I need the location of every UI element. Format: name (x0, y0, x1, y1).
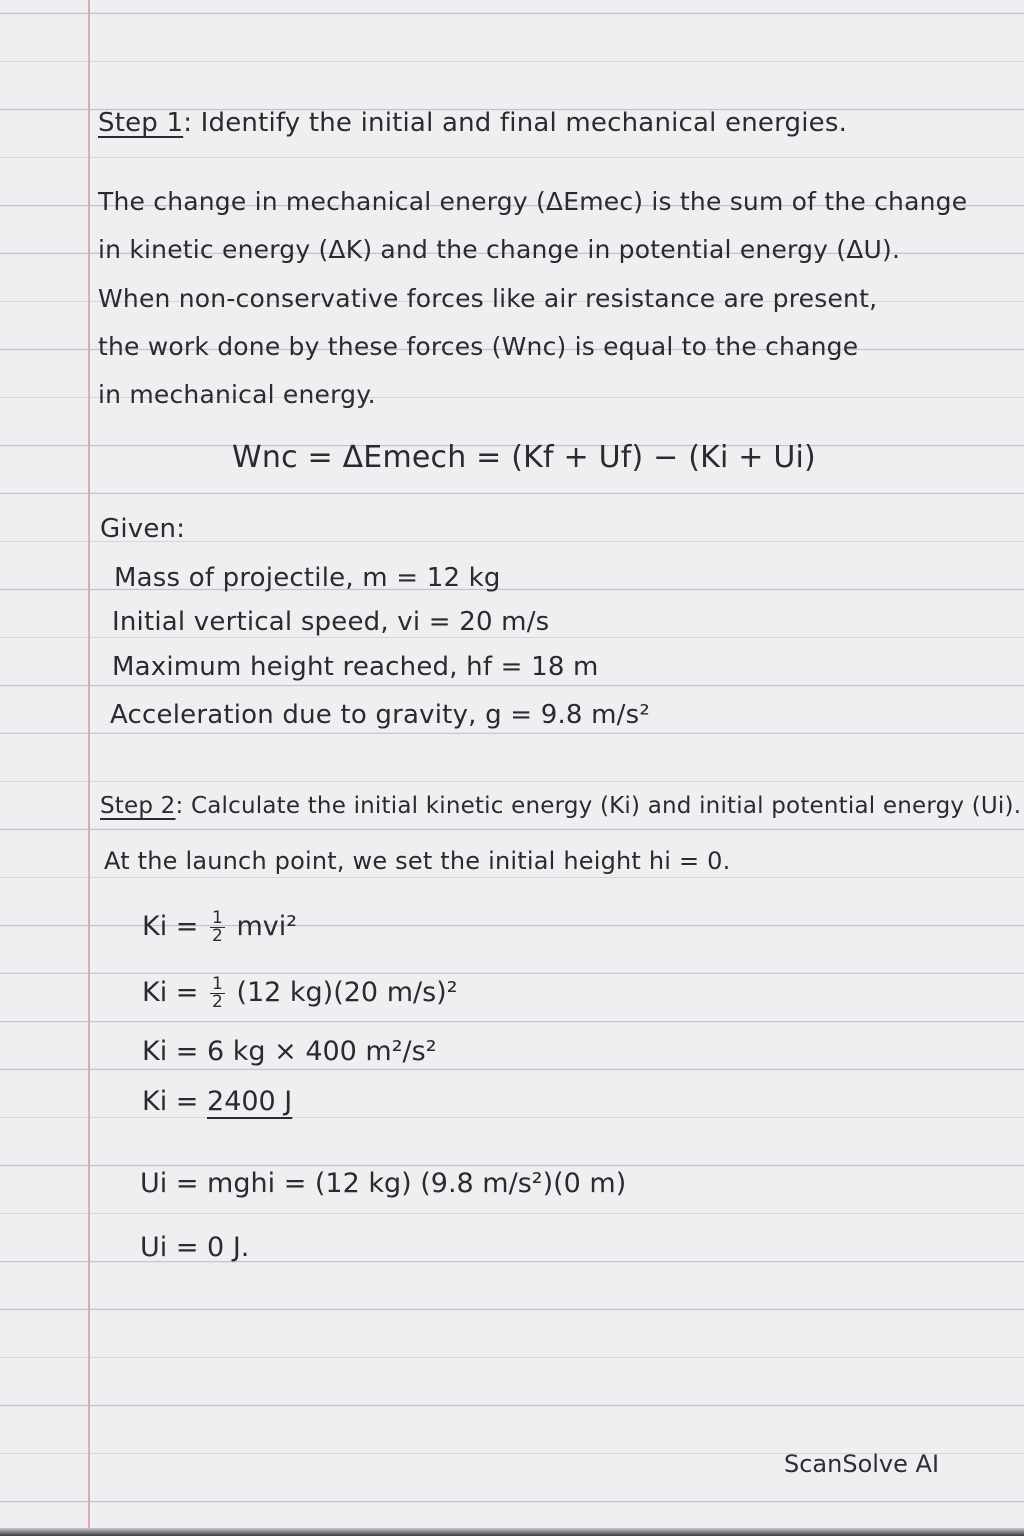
page-bottom-edge (0, 1528, 1024, 1536)
step1-label: Step 1 (98, 108, 184, 138)
margin-line (88, 0, 90, 1536)
fraction-denominator: 2 (212, 926, 223, 946)
paragraph-line: in kinetic energy (ΔK) and the change in potential energy (ΔU). (98, 235, 901, 264)
step1-title: : Identify the initial and final mechanical energies. (183, 108, 848, 138)
paragraph-line: When non-conservative forces like air resistance are present, (98, 284, 878, 313)
step2-heading (100, 791, 1021, 821)
given-item: Acceleration due to gravity, g = 9.8 m/s² (110, 700, 650, 730)
given-item: Mass of projectile, m = 12 kg (114, 563, 501, 593)
kinetic-line-3: Ki = 6 kg × 400 m²/s² (142, 1036, 437, 1067)
brand-label: ScanSolve AI (784, 1450, 940, 1478)
kinetic-lhs: Ki = (142, 977, 199, 1008)
half-fraction (210, 910, 225, 945)
half-fraction (210, 976, 225, 1011)
paragraph-line: the work done by these forces (Wnc) is equal to the change (98, 332, 859, 361)
step2-title: : Calculate the initial kinetic energy (Ki) and initial potential energy (Ui). (175, 793, 1022, 819)
kinetic-line-1 (142, 910, 297, 945)
step1-heading (98, 108, 847, 138)
given-item: Maximum height reached, hf = 18 m (112, 652, 599, 682)
potential-line-1: Ui = mghi = (12 kg) (9.8 m/s²)(0 m) (140, 1168, 627, 1199)
kinetic-line-2 (142, 976, 458, 1011)
kinetic-result: 2400 J (207, 1086, 293, 1117)
fraction-numerator: 1 (212, 908, 223, 928)
given-item: Initial vertical speed, vi = 20 m/s (112, 607, 550, 637)
kinetic-rhs: mvi² (236, 911, 298, 942)
step2-intro: At the launch point, we set the initial height hi = 0. (104, 847, 731, 875)
fraction-numerator: 1 (212, 974, 223, 994)
kinetic-rhs: (12 kg)(20 m/s)² (236, 977, 458, 1008)
fraction-denominator: 2 (212, 992, 223, 1012)
main-equation: Wnc = ΔEmech = (Kf + Uf) − (Ki + Ui) (232, 440, 816, 475)
kinetic-lhs: Ki = (142, 911, 199, 942)
paragraph-line: The change in mechanical energy (ΔEmec) is the sum of the change (98, 187, 968, 216)
potential-line-2: Ui = 0 J. (140, 1232, 250, 1263)
given-label: Given: (100, 514, 186, 544)
paragraph-line: in mechanical energy. (98, 380, 376, 409)
kinetic-line-4 (142, 1086, 292, 1118)
kinetic-lhs: Ki = (142, 1086, 199, 1117)
step2-label: Step 2 (100, 793, 176, 819)
